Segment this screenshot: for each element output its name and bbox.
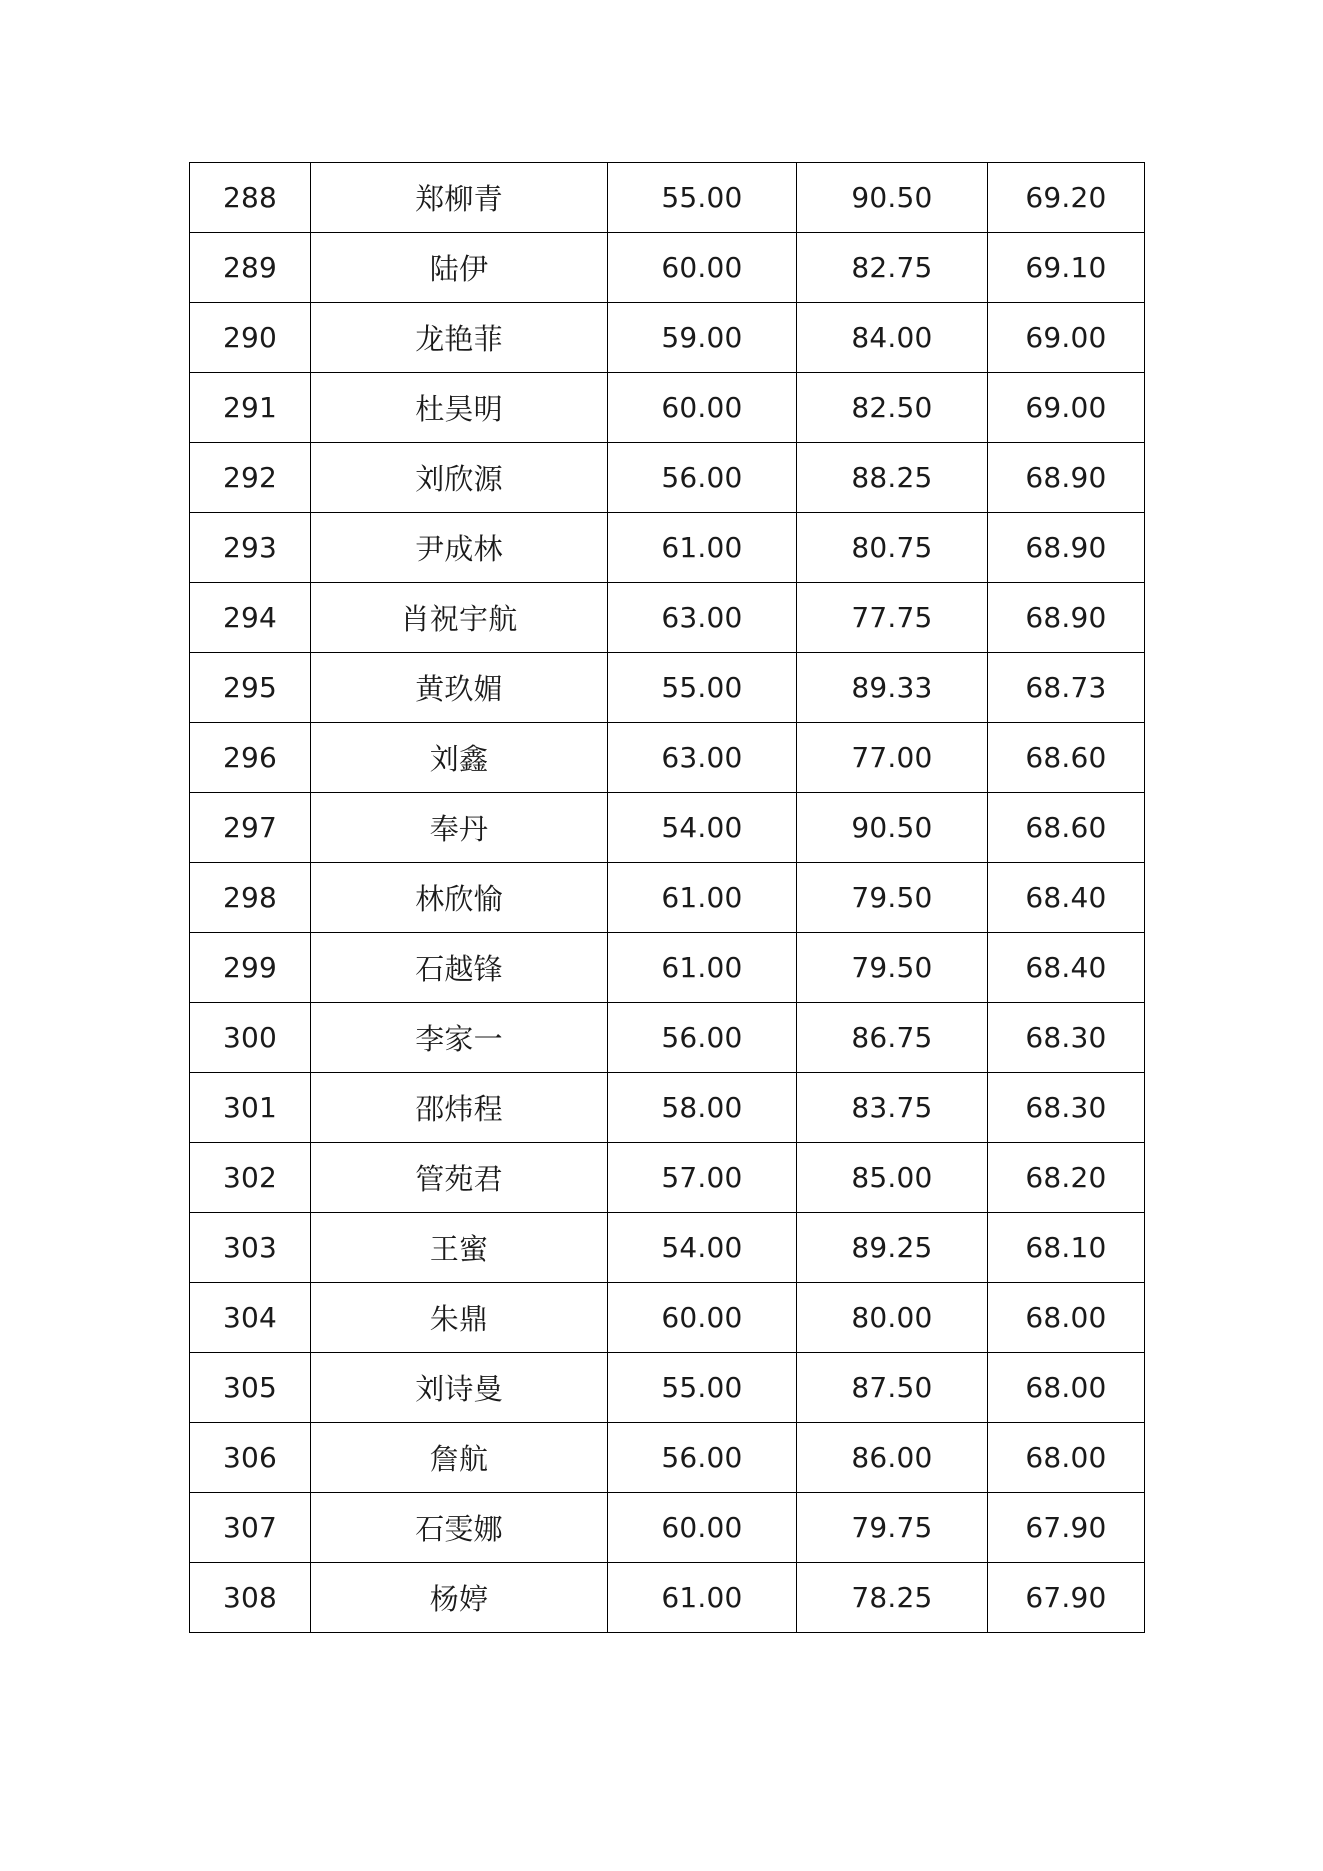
score1-cell: 54.00 [608, 1213, 797, 1283]
name-cell: 陆伊 [311, 233, 608, 303]
rank-cell: 303 [190, 1213, 311, 1283]
total-cell: 68.90 [988, 513, 1145, 583]
name-cell: 管苑君 [311, 1143, 608, 1213]
table-row [190, 1213, 1145, 1283]
table-row [190, 1493, 1145, 1563]
name-cell: 石越锋 [311, 933, 608, 1003]
rank-cell: 304 [190, 1283, 311, 1353]
total-cell: 69.00 [988, 303, 1145, 373]
score2-cell: 89.33 [797, 653, 988, 723]
score2-cell: 86.75 [797, 1003, 988, 1073]
name-cell: 朱鼎 [311, 1283, 608, 1353]
rank-cell: 296 [190, 723, 311, 793]
table-row [190, 513, 1145, 583]
rank-cell: 298 [190, 863, 311, 933]
table-row [190, 1003, 1145, 1073]
rank-cell: 295 [190, 653, 311, 723]
score1-cell: 61.00 [608, 863, 797, 933]
score1-cell: 60.00 [608, 233, 797, 303]
total-cell: 68.90 [988, 583, 1145, 653]
score1-cell: 56.00 [608, 1003, 797, 1073]
total-cell: 68.00 [988, 1423, 1145, 1493]
name-cell: 杜昊明 [311, 373, 608, 443]
total-cell: 68.30 [988, 1073, 1145, 1143]
rank-cell: 307 [190, 1493, 311, 1563]
table-row [190, 863, 1145, 933]
table-row [190, 1073, 1145, 1143]
score2-cell: 77.75 [797, 583, 988, 653]
name-cell: 詹航 [311, 1423, 608, 1493]
total-cell: 68.90 [988, 443, 1145, 513]
table-row [190, 443, 1145, 513]
score2-cell: 85.00 [797, 1143, 988, 1213]
total-cell: 68.00 [988, 1283, 1145, 1353]
score2-cell: 82.50 [797, 373, 988, 443]
score1-cell: 60.00 [608, 373, 797, 443]
score2-cell: 83.75 [797, 1073, 988, 1143]
name-cell: 郑柳青 [311, 163, 608, 233]
table-row [190, 1353, 1145, 1423]
table-row [190, 1143, 1145, 1213]
total-cell: 68.60 [988, 723, 1145, 793]
total-cell: 68.73 [988, 653, 1145, 723]
total-cell: 68.00 [988, 1353, 1145, 1423]
rank-cell: 301 [190, 1073, 311, 1143]
rank-cell: 306 [190, 1423, 311, 1493]
table-row [190, 303, 1145, 373]
table-row [190, 933, 1145, 1003]
table-row [190, 1423, 1145, 1493]
score2-cell: 90.50 [797, 793, 988, 863]
table-body [190, 163, 1145, 1633]
name-cell: 黄玖媚 [311, 653, 608, 723]
total-cell: 68.40 [988, 863, 1145, 933]
name-cell: 邵炜程 [311, 1073, 608, 1143]
score1-cell: 55.00 [608, 1353, 797, 1423]
score2-cell: 80.00 [797, 1283, 988, 1353]
name-cell: 龙艳菲 [311, 303, 608, 373]
table-row [190, 583, 1145, 653]
score2-cell: 79.50 [797, 933, 988, 1003]
score2-cell: 87.50 [797, 1353, 988, 1423]
name-cell: 尹成林 [311, 513, 608, 583]
rank-cell: 291 [190, 373, 311, 443]
table-row [190, 1283, 1145, 1353]
score1-cell: 61.00 [608, 513, 797, 583]
name-cell: 王蜜 [311, 1213, 608, 1283]
total-cell: 68.10 [988, 1213, 1145, 1283]
total-cell: 68.60 [988, 793, 1145, 863]
table-row [190, 793, 1145, 863]
name-cell: 杨婷 [311, 1563, 608, 1633]
score1-cell: 55.00 [608, 163, 797, 233]
total-cell: 68.40 [988, 933, 1145, 1003]
score1-cell: 54.00 [608, 793, 797, 863]
rank-cell: 294 [190, 583, 311, 653]
total-cell: 67.90 [988, 1493, 1145, 1563]
score1-cell: 61.00 [608, 1563, 797, 1633]
score1-cell: 63.00 [608, 583, 797, 653]
score2-cell: 88.25 [797, 443, 988, 513]
table-row [190, 1563, 1145, 1633]
score2-cell: 90.50 [797, 163, 988, 233]
name-cell: 石雯娜 [311, 1493, 608, 1563]
score2-cell: 78.25 [797, 1563, 988, 1633]
rank-cell: 299 [190, 933, 311, 1003]
score1-cell: 58.00 [608, 1073, 797, 1143]
table-row [190, 233, 1145, 303]
score-table [189, 162, 1145, 1633]
rank-cell: 289 [190, 233, 311, 303]
score1-cell: 63.00 [608, 723, 797, 793]
score1-cell: 59.00 [608, 303, 797, 373]
score1-cell: 56.00 [608, 443, 797, 513]
table-row [190, 653, 1145, 723]
name-cell: 刘鑫 [311, 723, 608, 793]
score2-cell: 80.75 [797, 513, 988, 583]
score1-cell: 60.00 [608, 1283, 797, 1353]
score2-cell: 77.00 [797, 723, 988, 793]
table-row [190, 723, 1145, 793]
table-row [190, 163, 1145, 233]
name-cell: 刘欣源 [311, 443, 608, 513]
score1-cell: 60.00 [608, 1493, 797, 1563]
score1-cell: 57.00 [608, 1143, 797, 1213]
name-cell: 李家一 [311, 1003, 608, 1073]
rank-cell: 308 [190, 1563, 311, 1633]
score2-cell: 89.25 [797, 1213, 988, 1283]
table-row [190, 373, 1145, 443]
rank-cell: 290 [190, 303, 311, 373]
name-cell: 肖祝宇航 [311, 583, 608, 653]
rank-cell: 300 [190, 1003, 311, 1073]
score1-cell: 55.00 [608, 653, 797, 723]
total-cell: 69.00 [988, 373, 1145, 443]
score2-cell: 84.00 [797, 303, 988, 373]
name-cell: 刘诗曼 [311, 1353, 608, 1423]
total-cell: 68.20 [988, 1143, 1145, 1213]
total-cell: 67.90 [988, 1563, 1145, 1633]
total-cell: 69.20 [988, 163, 1145, 233]
rank-cell: 288 [190, 163, 311, 233]
name-cell: 林欣愉 [311, 863, 608, 933]
score2-cell: 86.00 [797, 1423, 988, 1493]
rank-cell: 305 [190, 1353, 311, 1423]
total-cell: 68.30 [988, 1003, 1145, 1073]
rank-cell: 293 [190, 513, 311, 583]
total-cell: 69.10 [988, 233, 1145, 303]
score1-cell: 61.00 [608, 933, 797, 1003]
score2-cell: 79.75 [797, 1493, 988, 1563]
rank-cell: 297 [190, 793, 311, 863]
score2-cell: 82.75 [797, 233, 988, 303]
name-cell: 奉丹 [311, 793, 608, 863]
rank-cell: 302 [190, 1143, 311, 1213]
rank-cell: 292 [190, 443, 311, 513]
score1-cell: 56.00 [608, 1423, 797, 1493]
score2-cell: 79.50 [797, 863, 988, 933]
